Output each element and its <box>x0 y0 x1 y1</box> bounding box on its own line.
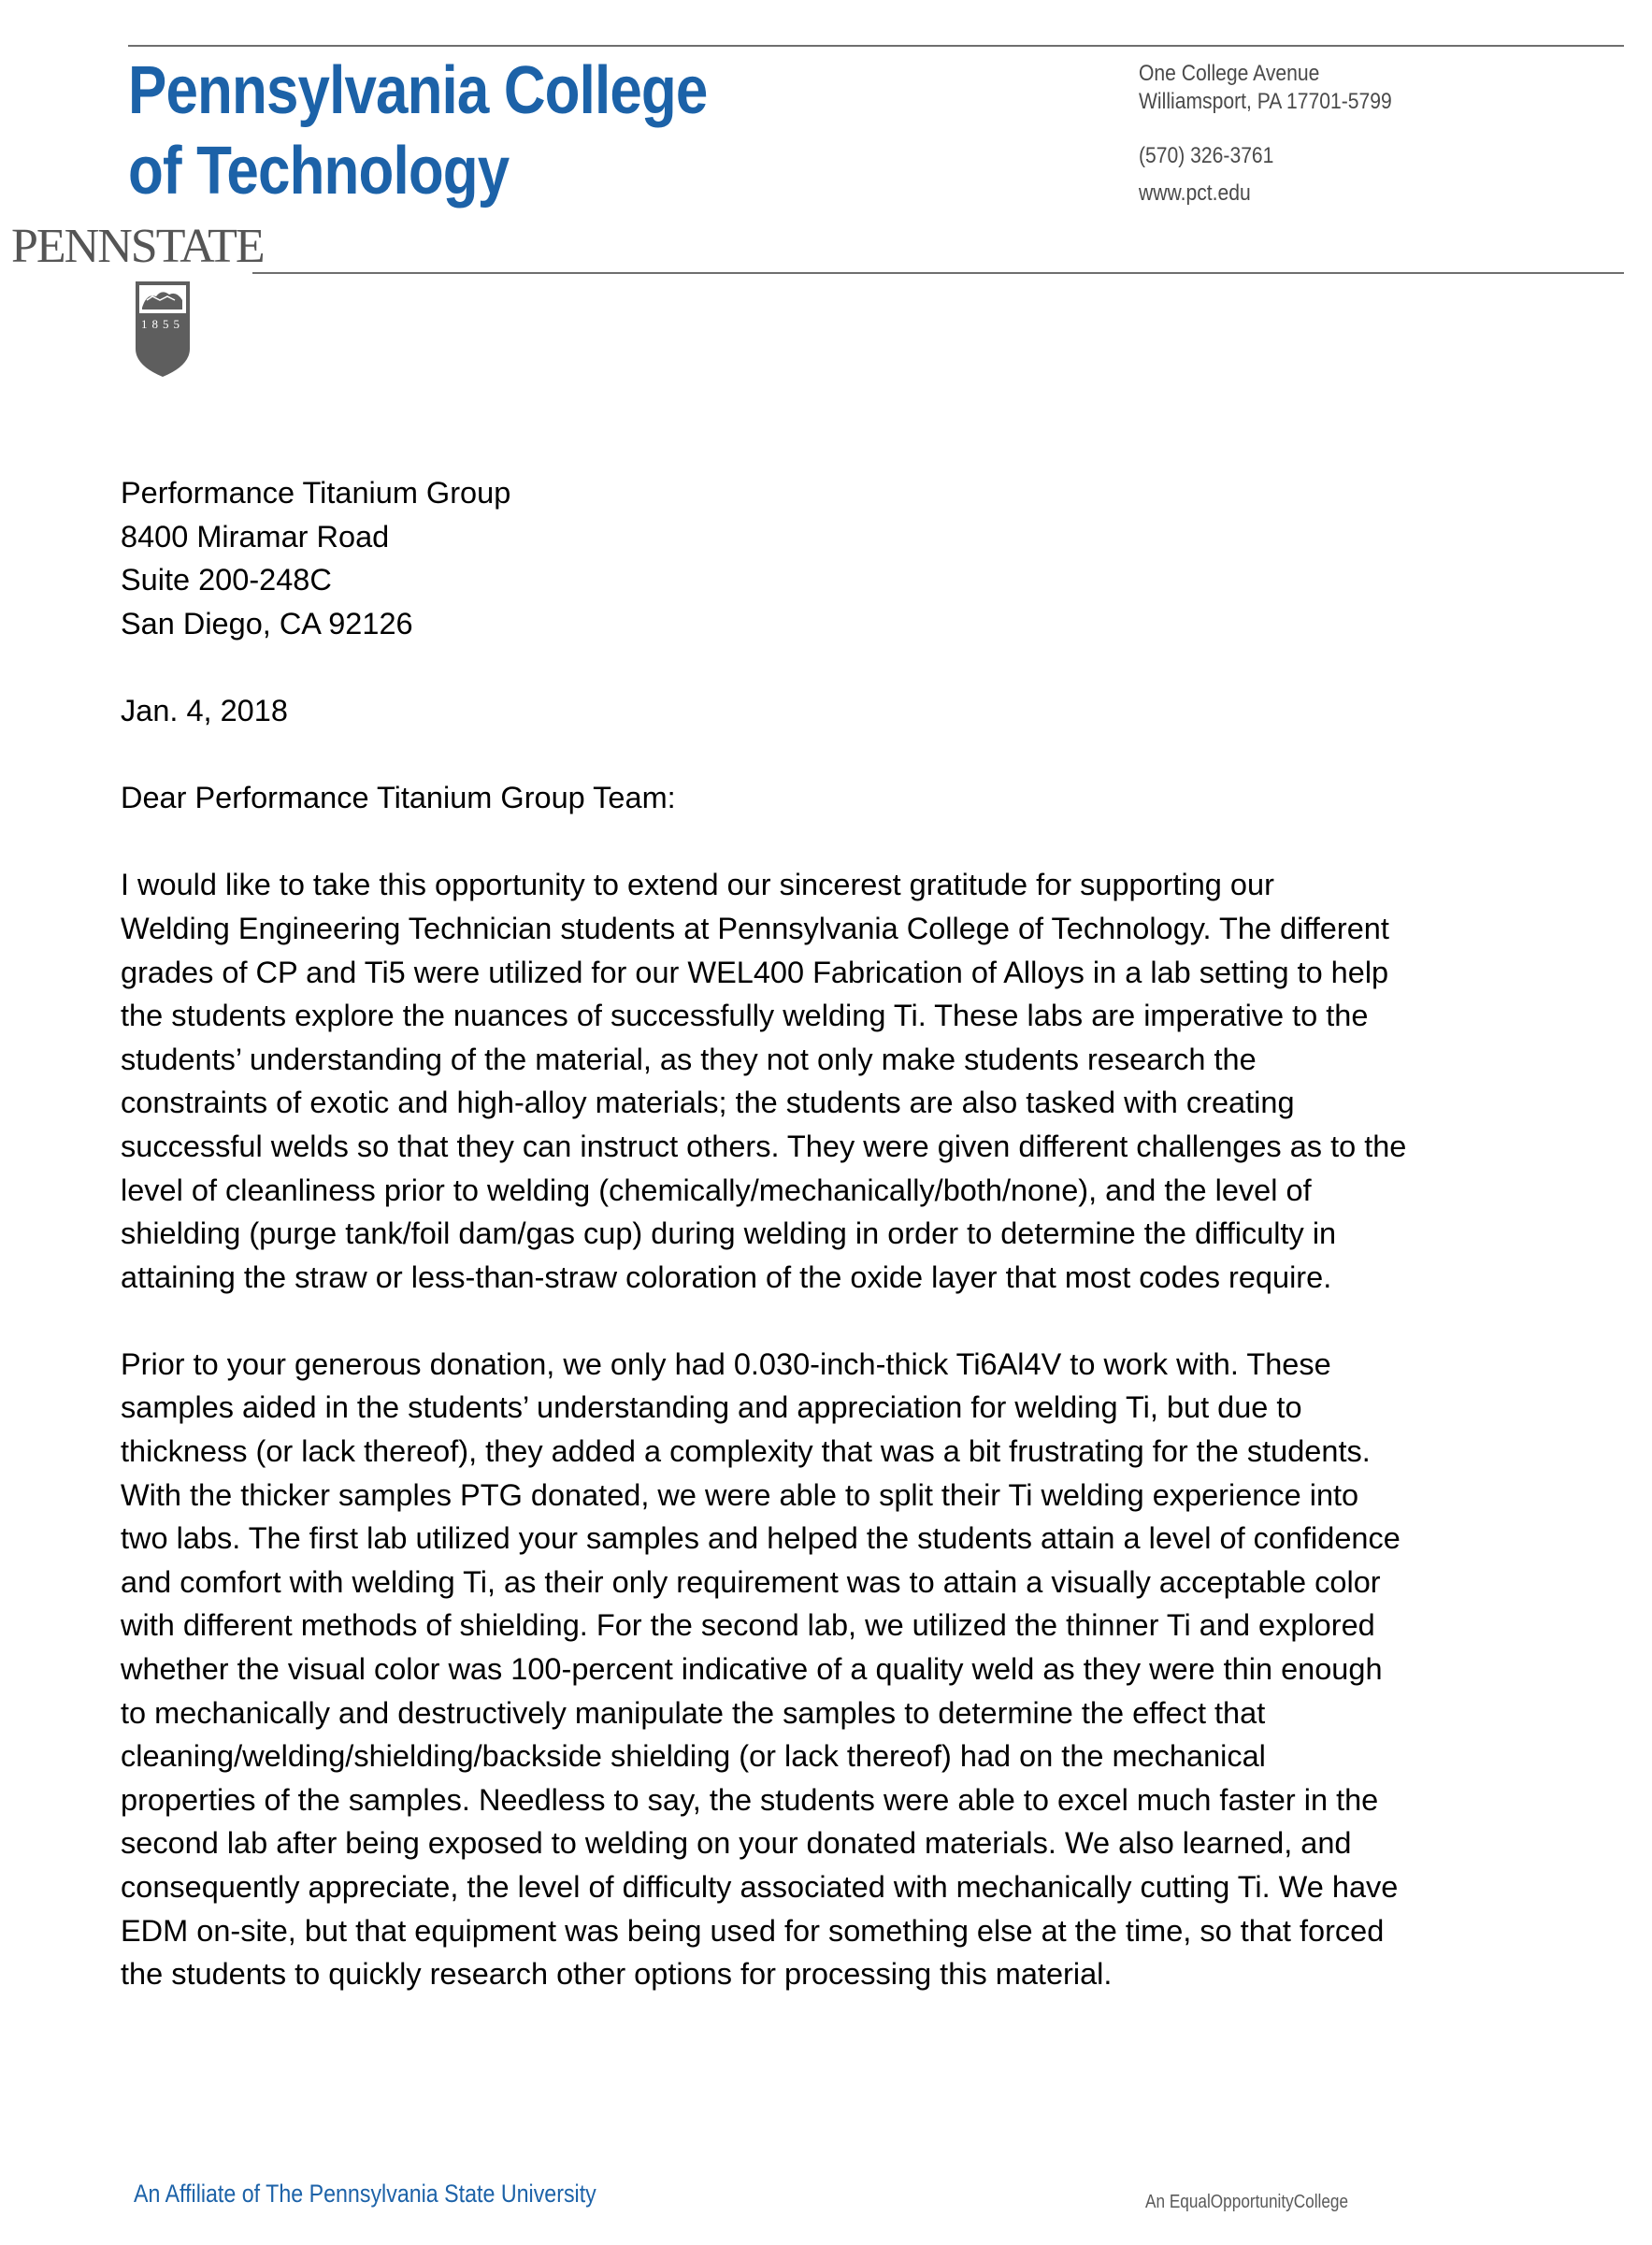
paragraph-line: thickness (or lack thereof), they added a complexity that was a bit frustrating for the students. <box>121 1434 1371 1469</box>
paragraph-line: second lab after being exposed to welding on your donated materials. We also learned, and <box>121 1826 1352 1861</box>
footer-affiliate: An Affiliate of The Pennsylvania State University <box>134 2180 596 2208</box>
paragraph-line: With the thicker samples PTG donated, we were able to split their Ti welding experience into <box>121 1477 1359 1512</box>
paragraph-line: attaining the straw or less-than-straw coloration of the oxide layer that most codes require. <box>121 1259 1332 1294</box>
college-name-line1: Pennsylvania College <box>128 53 708 128</box>
pennstate-wordmark: PENNSTATE <box>11 220 264 273</box>
website-link[interactable]: www.pct.edu <box>1139 180 1251 206</box>
paragraph-line: EDM on-site, but that equipment was being used for something else at the time, so that forced <box>121 1913 1385 1948</box>
paragraph-line: with different methods of shielding. For the second lab, we utilized the thinner Ti and explored <box>121 1608 1375 1643</box>
footer-equal-opportunity: An EqualOpportunityCollege <box>1145 2192 1349 2212</box>
letterhead-bottom-rule <box>252 272 1624 274</box>
paragraph-line: Welding Engineering Technician students at Pennsylvania College of Technology. The different <box>121 911 1389 945</box>
contact-block <box>1139 60 1392 208</box>
paragraph-line: the students to quickly research other options for processing this material. <box>121 1957 1113 1992</box>
college-name <box>128 50 707 211</box>
paragraph-line: the students explore the nuances of successfully welding Ti. These labs are imperative to the <box>121 999 1369 1033</box>
pennstate-shield-logo <box>134 280 192 379</box>
paragraph-line: properties of the samples. Needless to say, the students were able to excel much faster in the <box>121 1782 1379 1817</box>
recipient-line: 8400 Miramar Road <box>121 519 390 554</box>
salutation: Dear Performance Titanium Group Team: <box>121 781 676 815</box>
paragraph-line: Prior to your generous donation, we only had 0.030-inch-thick Ti6Al4V to work with. These <box>121 1346 1331 1381</box>
paragraph-2 <box>121 1343 1523 1996</box>
recipient-line: Suite 200-248C <box>121 563 332 597</box>
phone-number: (570) 326-3761 <box>1139 143 1274 168</box>
paragraph-line: shielding (purge tank/foil dam/gas cup) during welding in order to determine the difficulty in <box>121 1216 1337 1251</box>
address-line2: Williamsport, PA 17701-5799 <box>1139 89 1392 114</box>
letterhead-top-rule <box>128 45 1624 47</box>
paragraph-line: two labs. The first lab utilized your samples and helped the students attain a level of confidence <box>121 1521 1401 1556</box>
paragraph-line: cleaning/welding/shielding/backside shielding (or lack thereof) had on the mechanical <box>121 1739 1266 1774</box>
letter-date: Jan. 4, 2018 <box>121 693 288 727</box>
paragraph-line: to mechanically and destructively manipulate the samples to determine the effect that <box>121 1695 1266 1730</box>
paragraph-line: and comfort with welding Ti, as their only requirement was to attain a visually acceptable color <box>121 1564 1381 1599</box>
paragraph-line: grades of CP and Ti5 were utilized for our WEL400 Fabrication of Alloys in a lab setting to help <box>121 955 1389 989</box>
paragraph-line: whether the visual color was 100-percent indicative of a quality weld as they were thin enough <box>121 1652 1383 1687</box>
paragraph-line: samples aided in the students’ understanding and appreciation for welding Ti, but due to <box>121 1390 1302 1425</box>
paragraph-line: consequently appreciate, the level of difficulty associated with mechanically cutting Ti. We have <box>121 1870 1399 1904</box>
college-name-line2: of Technology <box>128 134 510 209</box>
paragraph-line: students’ understanding of the material, as they not only make students research the <box>121 1042 1257 1076</box>
seal-year: 1855 <box>141 317 184 331</box>
address-line1: One College Avenue <box>1139 61 1320 86</box>
recipient-address <box>121 471 1523 645</box>
recipient-line: San Diego, CA 92126 <box>121 606 413 640</box>
paragraph-line: I would like to take this opportunity to extend our sincerest gratitude for supporting our <box>121 868 1274 902</box>
letter-body <box>121 471 1523 1996</box>
paragraph-1 <box>121 863 1523 1299</box>
recipient-line: Performance Titanium Group <box>121 476 511 510</box>
paragraph-line: constraints of exotic and high-alloy materials; the students are also tasked with creating <box>121 1086 1295 1120</box>
paragraph-line: level of cleanliness prior to welding (chemically/mechanically/both/none), and the level of <box>121 1173 1312 1207</box>
paragraph-line: successful welds so that they can instruct others. They were given different challenges as to the <box>121 1129 1407 1163</box>
